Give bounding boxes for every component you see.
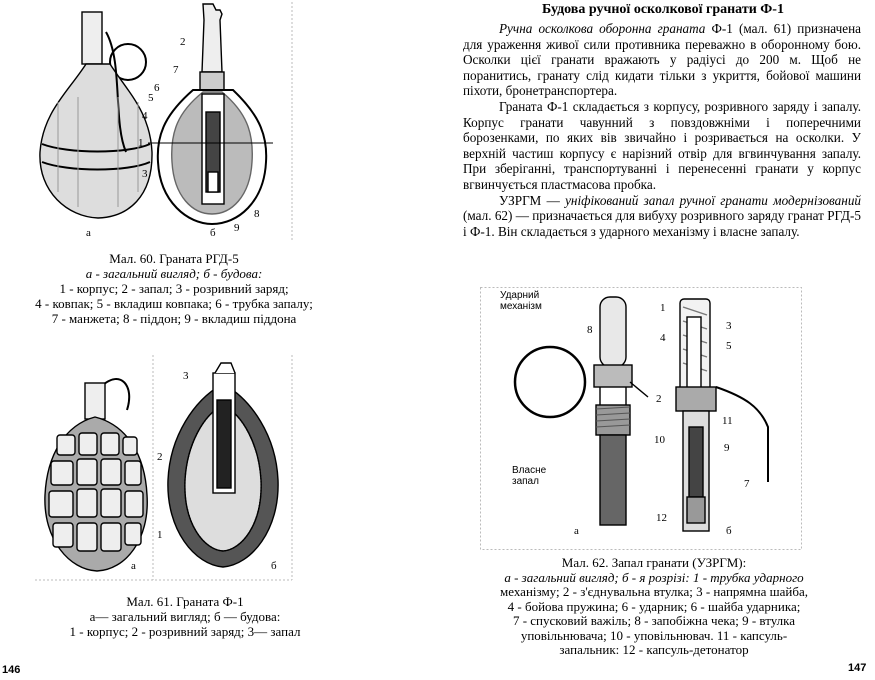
para3-rest: (мал. 62) — призначається для вибуху розривного заряду гранат РГД-5 і Ф-1. Він складається з ударного механізму і власне запалу. bbox=[463, 208, 861, 239]
body-text bbox=[463, 21, 861, 239]
figure-61-caption bbox=[60, 594, 310, 639]
fig60-label-3: 3 bbox=[142, 168, 148, 180]
fig62-line1: механізму; 2 - з'єднувальна втулка; 3 - напрямна шайба, bbox=[500, 584, 808, 599]
section-title: Будова ручної осколкової гранати Ф-1 bbox=[542, 2, 784, 17]
fig60-label-4: 4 bbox=[142, 110, 148, 122]
fig61-line1: 1 - корпус; 2 - розривний заряд; 3— запал bbox=[69, 624, 301, 639]
fig62-title: Мал. 62. Запал гранати (УЗРГМ): bbox=[561, 555, 747, 570]
fig62-label-1: 1 bbox=[660, 302, 666, 314]
fig61-label-3: 3 bbox=[183, 370, 189, 382]
fig60-label-8: 8 bbox=[254, 208, 260, 220]
fig62-label-3: 3 bbox=[726, 320, 732, 332]
fig62-label-7: 7 bbox=[744, 478, 750, 490]
fig62-sub: а - загальний вигляд; б - я розрізі: 1 - трубка ударного bbox=[504, 569, 804, 585]
page-number-left: 146 bbox=[2, 664, 21, 676]
fig60-line3: 7 - манжета; 8 - піддон; 9 - вкладиш піддона bbox=[51, 311, 297, 326]
figure-60-rgd5-drawing bbox=[28, 2, 293, 242]
paragraph-2: Граната Ф-1 складається з корпусу, розривного заряду і запалу. Корпус гранати чавунний з повздовжніми і поперечними борозенками, по яких вів звичайно і розривається на осколки. У верхній частиш корпусу є нарізний отвір для вгвинчування запалу. При зберіганні, транспортуванні і перенесенні гранати у корпус вгвинчується пластмасова пробка. bbox=[463, 98, 861, 192]
fig60-label-7: 7 bbox=[173, 64, 179, 76]
fig62-line2: 4 - бойова пружина; 6 - ударник; 6 - шайба ударника; bbox=[507, 598, 801, 614]
figure-60-caption bbox=[0, 251, 348, 326]
fig60-line1: 1 - корпус; 2 - запал; 3 - розривний заряд; bbox=[59, 281, 289, 296]
fig61-title: Мал. 61. Граната Ф-1 bbox=[126, 594, 244, 609]
figure-62-caption bbox=[480, 556, 828, 658]
fig62-label-a: а bbox=[574, 525, 579, 537]
fig62-label-5: 5 bbox=[726, 340, 732, 352]
para1-italic: Ручна осколкова оборонна граната bbox=[499, 21, 706, 36]
fig60-label-9: 9 bbox=[234, 222, 240, 234]
paragraph-1 bbox=[463, 21, 861, 99]
fig62-label-fuse: Власне запал bbox=[512, 465, 547, 487]
fig60-label-2: 2 bbox=[180, 36, 186, 48]
fig60-title: Мал. 60. Граната РГД-5 bbox=[109, 251, 239, 266]
fig62-label-10: 10 bbox=[654, 434, 665, 446]
fig60-label-5: 5 bbox=[148, 92, 154, 104]
fig60-label-1: 1 bbox=[138, 137, 144, 149]
para3-italic: уніфікований запал ручної гранати модернізований bbox=[565, 192, 862, 208]
fig61-sub: а— загальний вигляд; б — будова: bbox=[89, 609, 281, 624]
fig62-label-b: б bbox=[726, 525, 732, 537]
fig62-label-9: 9 bbox=[724, 442, 730, 454]
fig60-label-a: а bbox=[86, 227, 91, 239]
fig61-label-b: б bbox=[271, 560, 277, 572]
figure-61-f1-drawing bbox=[35, 355, 293, 583]
fig62-label-11: 11 bbox=[722, 415, 733, 427]
fig61-label-1: 1 bbox=[157, 529, 163, 541]
fig60-label-b: б bbox=[210, 227, 216, 239]
para3-start: УЗРГМ — bbox=[499, 192, 566, 208]
para1-rest: Ф-1 (мал. 61) призначена для ураження живої сили противника переважно в оборонному бою. Осколки цієї гранати вражають у радіусі до 200 м. Щоб не поранитись, гранату слід кидати тільки з укриття, бойової машини піхоти, бронетранспортера. bbox=[463, 21, 861, 99]
fig62-line5: запальник: 12 - капсуль-детонатор bbox=[559, 642, 749, 657]
figure-62-fuse-drawing bbox=[480, 287, 802, 550]
fig61-label-a: а bbox=[131, 560, 136, 572]
fig62-label-mechanism: Ударний механізм bbox=[500, 290, 542, 312]
fig62-line4: уповільнювача; 10 - уповільнювач. 11 - капсуль- bbox=[520, 627, 788, 643]
fig62-label-12: 12 bbox=[656, 512, 667, 524]
page-number-right: 147 bbox=[848, 662, 867, 674]
fig61-label-2: 2 bbox=[157, 451, 163, 463]
paragraph-3 bbox=[463, 193, 861, 240]
fig60-sub: а - загальний вигляд; б - будова: bbox=[85, 266, 263, 281]
fig60-label-6: 6 bbox=[154, 82, 160, 94]
fig62-label-4: 4 bbox=[660, 332, 666, 344]
fig62-line3: 7 - спусковий важіль; 8 - запобіжна чека; 9 - втулка bbox=[512, 613, 796, 628]
fig60-line2: 4 - ковпак; 5 - вкладиш ковпака; 6 - трубка запалу; bbox=[35, 296, 313, 311]
fig62-label-2: 2 bbox=[656, 393, 662, 405]
fig62-label-8: 8 bbox=[587, 324, 593, 336]
